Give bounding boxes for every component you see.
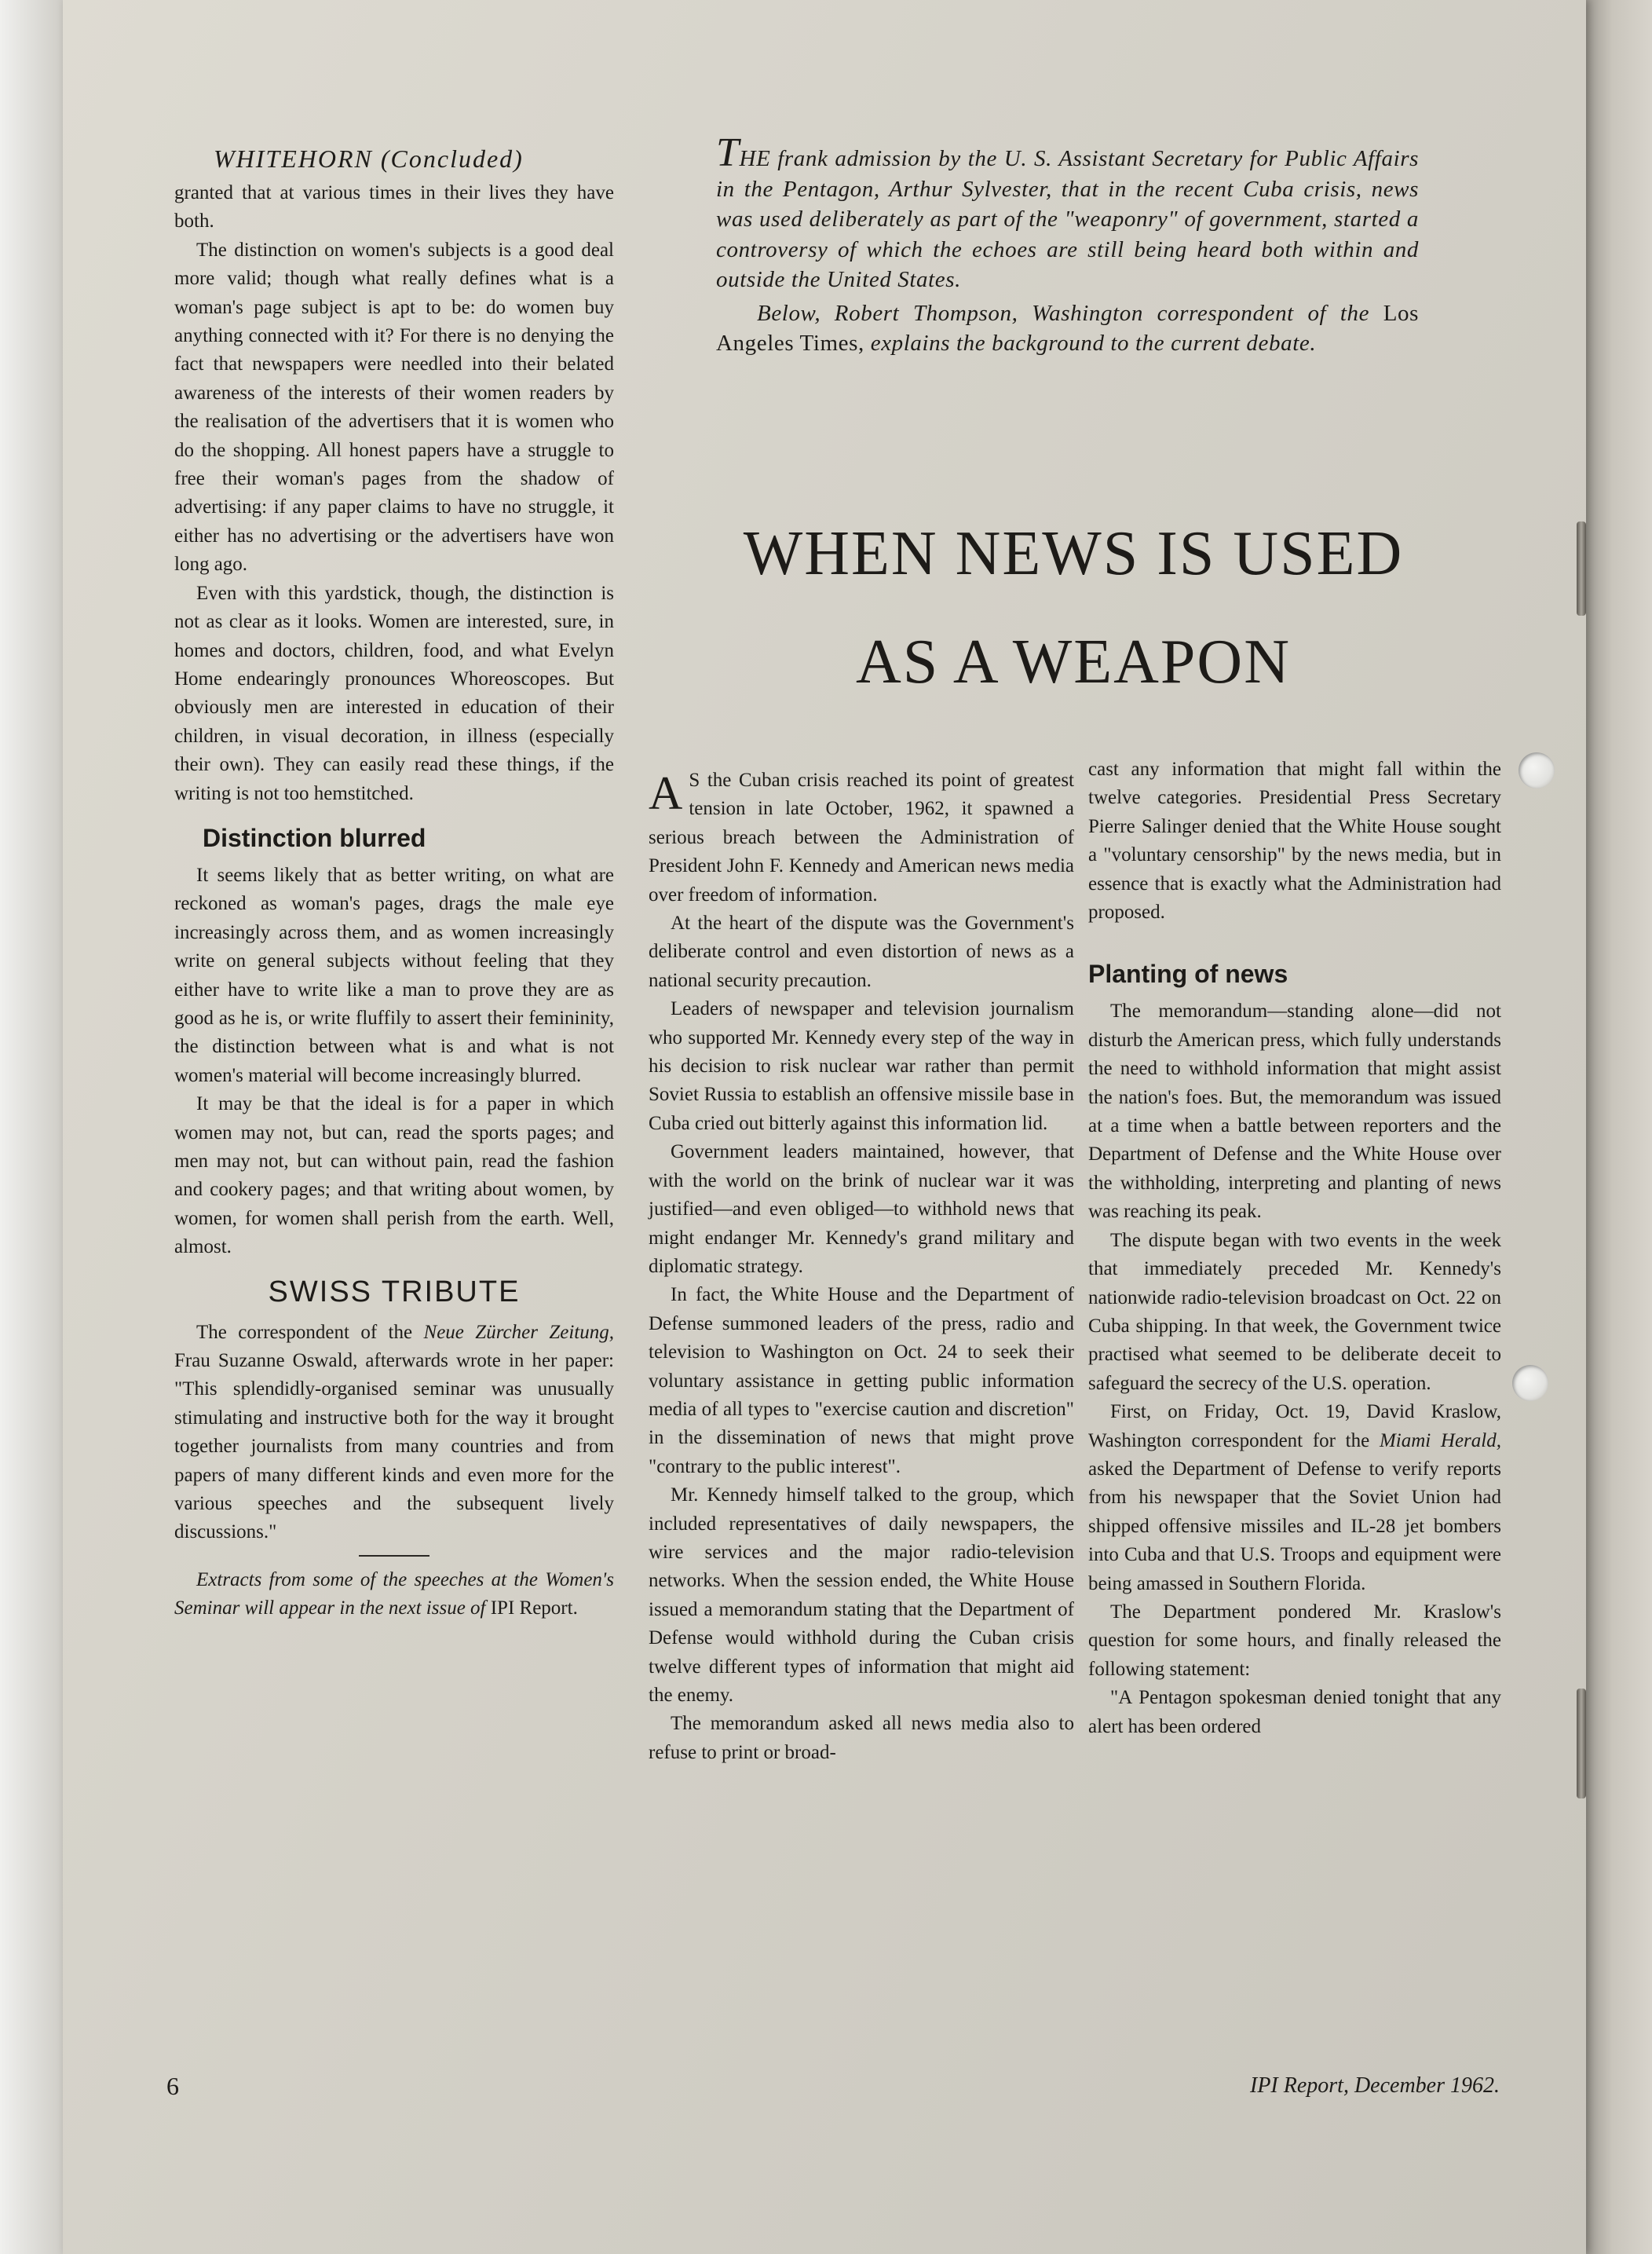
paragraph: Mr. Kennedy himself talked to the group, which included representatives of daily newspapers, the wire services and the major radio-television networks. When the session ended, the White House issued a memorandum stating that the Department of Defense would withhold during the Cuban crisis twelve different types of information that might aid the enemy. (649, 1484, 1074, 1706)
paragraph: cast any information that might fall within the twelve categories. Presidential Press Secretary Pierre Salinger denied that the White House sought a "voluntary censorship" by the news media, but in essence that is exactly what the Administration had proposed. (1088, 759, 1501, 924)
left-column (174, 179, 614, 1623)
text-run: HE frank admission by the U. S. Assistant Secretary for Public Affairs in the Pentagon, Arthur Sylvester, that in the recent Cuba crisis, news was used deliberately as part of the "weaponry" of government, started a controversy of which the echoes are still being heard both within and outside the United States. (716, 146, 1419, 292)
paragraph: It may be that the ideal is for a paper in which women may not, but can, read the sports pages; and men may not, but can without pain, read the fashion and cookery pages; and that writing about women, by women, for women shall perish from the earth. Well, almost. (174, 1093, 614, 1258)
intro-paragraph (716, 130, 1419, 295)
newspaper-name: Miami Herald, (1379, 1429, 1501, 1451)
paragraph (1088, 1398, 1501, 1598)
text-run: The correspondent of the (196, 1321, 424, 1343)
right-column (1088, 756, 1501, 1741)
paragraph (174, 1319, 614, 1547)
newspaper-name: Los Angeles Times, (716, 300, 1419, 356)
paragraph: Even with this yardstick, though, the distinction is not as clear as it looks. Women are interested, sure, in homes and doctors, children, food, and what Evelyn Home endearingly pronounces Whoreoscopes. But obviously men are interested in education of their children, in visual decoration, in illness (especially their own). They can easily read these things, if the writing is not too hemstitched. (174, 582, 614, 804)
text-run: Frau Suzanne Oswald, afterwards wrote in her paper: "This splendidly-organised seminar was unusually stimulating and instructive both for the way it brought together journalists from many countries and from papers of many different kinds and even more for the various speeches and the subsequent lively discussions." (174, 1350, 614, 1543)
intro-paragraph (716, 298, 1419, 359)
paragraph: "A Pentagon spokesman denied tonight that any alert has been ordered (1088, 1687, 1501, 1737)
staple (1577, 1689, 1586, 1798)
text-run: S the Cuban crisis reached its point of greatest tension in late October, 1962, it spawned a serious breach between the Administration of President John F. Kennedy and American news media over freedom of information. (649, 770, 1074, 906)
paragraph: Leaders of newspaper and television journalism who supported Mr. Kennedy every step of the way in his decision to risk nuclear war rather than permit Soviet Russia to establish an offensive missile base in Cuba cried out bitterly against this information lid. (649, 998, 1074, 1134)
text-run: Extracts from some of the speeches at the Women's Seminar will appear in the next issue of (174, 1568, 614, 1619)
paragraph: In fact, the White House and the Department of Defense summoned leaders of the press, radio and television to Washington on Oct. 24 to seek their voluntary assistance in getting public information media of all types to "exercise caution and discretion" in the dissemination of news that might prove "contrary to the public interest". (649, 1284, 1074, 1477)
publication-name: IPI Report. (490, 1597, 578, 1619)
headline-line: AS A WEAPON (856, 628, 1291, 697)
text-run: First, on Friday, Oct. 19, David Kraslow, Washington correspondent for the (1088, 1401, 1501, 1451)
swiss-tribute-heading: SWISS TRIBUTE (268, 1275, 521, 1308)
paragraph (649, 767, 1074, 909)
next-page-edge (1586, 0, 1652, 2254)
punch-hole (1519, 752, 1555, 789)
middle-column (649, 767, 1074, 1767)
editor-note (174, 1566, 614, 1623)
headline-line: WHEN NEWS IS USED (743, 519, 1404, 588)
paragraph: The dispute began with two events in the week that immediately preceded Mr. Kennedy's nationwide radio-television broadcast on Oct. 22 on Cuba shipping. In that week, the Government twice practised what seemed to be deliberate deceit to safeguard the secrecy of the U.S. operation. (1088, 1229, 1501, 1394)
drop-cap: A (649, 767, 683, 819)
paragraph: The memorandum—standing alone—did not disturb the American press, which fully understands the need to withhold information that might assist the nation's foes. But, the memorandum was issued at a time when a battle between reporters and the Department of Defense and the White House over the withholding, interpreting and planting of news was reaching its peak. (1088, 1001, 1501, 1223)
punch-hole (1512, 1365, 1548, 1401)
text-run: Below, Robert Thompson, Washington correspondent of the (757, 300, 1383, 326)
staple (1577, 521, 1586, 616)
paragraph: The Department pondered Mr. Kraslow's question for some hours, and finally released the following statement: (1088, 1601, 1501, 1680)
paragraph: The memorandum asked all news media also to refuse to print or broad- (649, 1713, 1074, 1763)
page-number: 6 (166, 2072, 179, 2100)
paragraph: granted that at various times in their lives they have both. (174, 182, 614, 232)
text-run: asked the Department of Defense to verify reports from his newspaper that the Soviet Union had shipped offensive missiles and IL-28 jet bombers into Cuba and that U.S. Troops and equipment were being amassed in Southern Florida. (1088, 1458, 1501, 1594)
text-run: explains the background to the current debate. (864, 331, 1317, 356)
paragraph: It seems likely that as better writing, on what are reckoned as woman's pages, drags the male eye increasingly across them, and as women increasingly write on general subjects without feeling that they either have to write like a man to prove they are as good as he is, or write fluffily to assert their femininity, the distinction between what is and what is not women's material will become increasingly blurred. (174, 864, 614, 1086)
continued-header: WHITEHORN (Concluded) (214, 145, 524, 173)
table-surface (0, 0, 63, 2254)
paragraph: The distinction on women's subjects is a good deal more valid; though what really defines what is a woman's page subject is apt to be: do women buy anything connected with it? For there is no denying the fact that newspapers were needled into their belated awareness of the interests of their women readers by the realisation of the advertisers that it is women who do the shopping. All honest papers have a struggle to free their woman's pages from the shadow of advertising: if any paper claims to have no struggle, it either has no advertising or the advertisers have won long ago. (174, 239, 614, 576)
article-intro (716, 130, 1419, 359)
drop-letter: T (716, 130, 740, 175)
subheading: Distinction blurred (203, 823, 426, 852)
headline (677, 499, 1470, 716)
newspaper-name: Neue Zürcher Zeitung, (423, 1321, 614, 1343)
paragraph: At the heart of the dispute was the Government's deliberate control and even distortion of news as a national security precaution. (649, 913, 1074, 991)
paragraph: Government leaders maintained, however, that with the world on the brink of nuclear war it was justified—and even obliged—to withhold news that might endanger Mr. Kennedy's grand military and diplomatic strategy. (649, 1141, 1074, 1277)
divider-rule (359, 1555, 429, 1557)
running-footer: IPI Report, December 1962. (1250, 2073, 1500, 2098)
subheading: Planting of news (1088, 960, 1288, 989)
